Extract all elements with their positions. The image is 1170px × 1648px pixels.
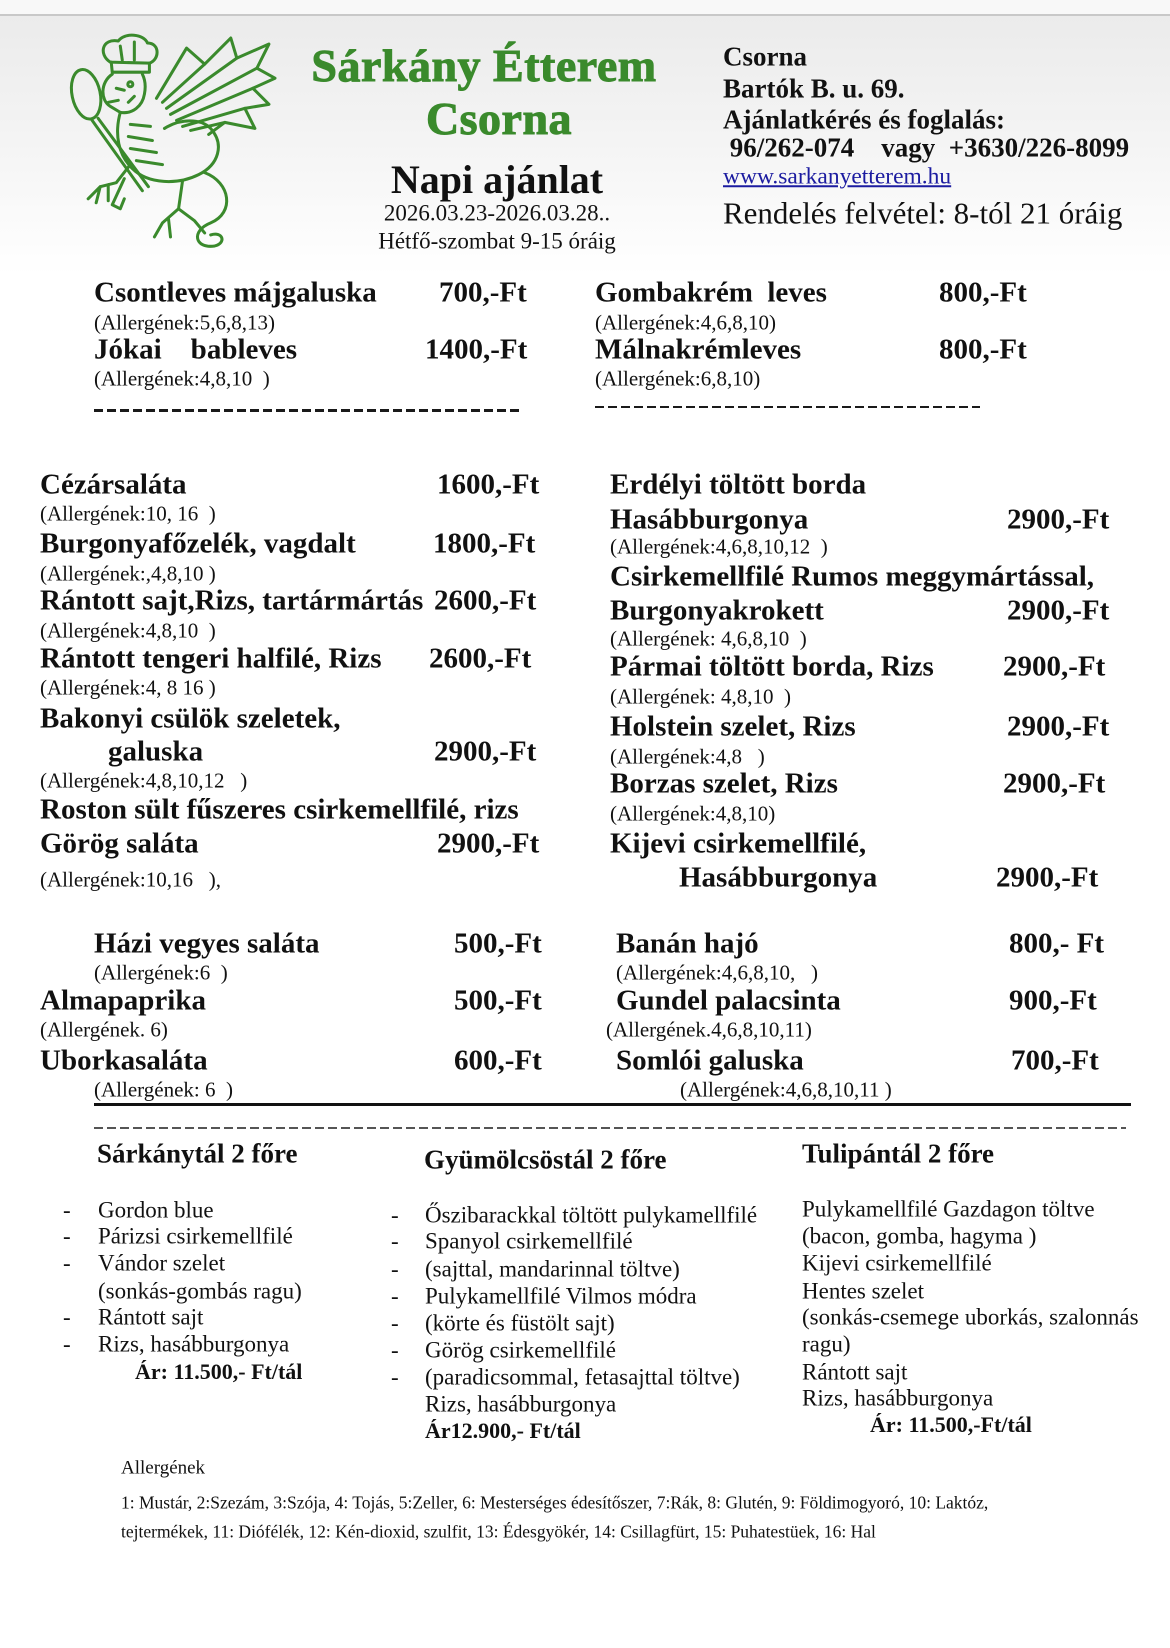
bullet-dash: -	[63, 1197, 71, 1223]
menu-item-price: 2900,-Ft	[996, 861, 1099, 894]
platter-item: Gordon blue	[98, 1197, 214, 1223]
bullet-dash: -	[391, 1228, 399, 1254]
menu-item-name: Borzas szelet, Rizs	[610, 767, 838, 800]
menu-item-allergens: (Allergének:4, 8 16 )	[40, 675, 216, 700]
menu-item-allergens: (Allergének:4,6,8,10,12 )	[610, 534, 828, 559]
menu-item-allergens: (Allergének:,4,8,10 )	[40, 561, 216, 586]
dragon-legs	[88, 165, 205, 237]
booking-label: Ajánlatkérés és foglalás:	[723, 104, 1005, 135]
dragon-body	[118, 112, 219, 181]
contact-phones: 96/262-074 vagy +3630/226-8099	[723, 132, 1130, 163]
platter-item: (sonkás-csemege uborkás, szalonnás	[802, 1304, 1139, 1330]
menu-item-price: 2900,-Ft	[1007, 710, 1110, 743]
bullet-dash: -	[391, 1310, 399, 1336]
platter-item: Spanyol csirkemellfilé	[425, 1228, 633, 1254]
menu-item-name: Bakonyi csülök szeletek,	[40, 702, 341, 735]
menu-item-name: Somlói galuska	[616, 1044, 804, 1077]
menu-item-allergens: (Allergének. 6)	[40, 1017, 168, 1042]
menu-item-allergens: (Allergének:4,6,8,10)	[595, 310, 776, 335]
platter-item: Görög csirkemellfilé	[425, 1337, 616, 1363]
menu-item-price: 2900,-Ft	[1003, 650, 1106, 683]
platter-title: Sárkánytál 2 főre	[97, 1138, 298, 1169]
offer-title: Napi ajánlat	[390, 157, 604, 202]
menu-item-name: Csirkemellfilé Rumos meggymártással,	[610, 560, 1095, 593]
allergen-legend-line: tejtermékek, 11: Diófélék, 12: Kén-dioxid, szulfit, 13: Édesgyökér, 14: Csillagfürt, 15: Puhatestüek, 16: Hal	[121, 1521, 876, 1542]
platter-item: Pulykamellfilé Vilmos módra	[425, 1283, 697, 1309]
offer-hours: Hétfő-szombat 9-15 óráig	[378, 228, 616, 254]
platter-item: Rizs, hasábburgonya	[98, 1331, 290, 1357]
website-link[interactable]: www.sarkanyetterem.hu	[723, 163, 952, 190]
platter-price: Ár: 11.500,-Ft/tál	[870, 1412, 1032, 1437]
dragon-chef-logo	[58, 32, 279, 253]
menu-item-allergens: (Allergének:4,8,10 )	[94, 366, 270, 391]
menu-item-price: 2900,-Ft	[1003, 767, 1106, 800]
menu-item-name: Rántott tengeri halfilé, Rizs	[40, 642, 382, 675]
menu-item-name: Rántott sajt,Rizs, tartármártás	[40, 584, 424, 617]
bullet-dash: -	[63, 1331, 71, 1357]
menu-item-price: 600,-Ft	[454, 1044, 542, 1077]
menu-item-name: Cézársaláta	[40, 468, 187, 501]
dashed-divider	[94, 409, 522, 412]
menu-item-name: Gundel palacsinta	[616, 984, 841, 1017]
menu-item-price: 2900,-Ft	[434, 735, 537, 768]
menu-item-allergens: (Allergének: 4,6,8,10 )	[610, 626, 807, 651]
offer-dates: 2026.03.23-2026.03.28..	[383, 200, 611, 226]
menu-item-name: Holstein szelet, Rizs	[610, 710, 856, 743]
platter-price: Ár12.900,- Ft/tál	[425, 1418, 581, 1443]
bullet-dash: -	[63, 1304, 71, 1330]
solid-divider	[94, 1103, 1131, 1106]
menu-item-allergens: (Allergének:4,6,8,10, )	[616, 960, 818, 985]
menu-item-allergens: (Allergének:5,6,8,13)	[94, 310, 275, 335]
menu-item-price: 800,-Ft	[939, 333, 1027, 366]
contact-city: Csorna	[723, 41, 808, 72]
bullet-dash: -	[391, 1202, 399, 1228]
restaurant-name: Sárkány Étterem	[311, 40, 657, 91]
restaurant-city: Csorna	[425, 93, 573, 144]
platter-item: (sajttal, mandarinnal töltve)	[425, 1256, 680, 1282]
menu-item-price: 700,-Ft	[439, 276, 527, 309]
menu-item-name: Almapaprika	[40, 984, 206, 1017]
bullet-dash: -	[63, 1250, 71, 1276]
menu-item-name-cont: Hasábburgonya	[610, 503, 809, 536]
allergen-legend-title: Allergének	[121, 1457, 206, 1479]
platter-item: Hentes szelet	[802, 1278, 924, 1304]
platter-item: (bacon, gomba, hagyma )	[802, 1223, 1037, 1249]
platter-item: Őszibarackkal töltött pulykamellfilé	[425, 1202, 758, 1228]
dashed-divider	[595, 406, 980, 408]
menu-item-price: 2900,-Ft	[1007, 503, 1110, 536]
platter-item: Rántott sajt	[802, 1359, 908, 1385]
platter-item: Rizs, hasábburgonya	[425, 1391, 617, 1417]
menu-item-name: Csontleves májgaluska	[94, 276, 377, 309]
menu-item-price: 2900,-Ft	[1007, 594, 1110, 627]
bullet-dash: -	[391, 1337, 399, 1363]
bullet-dash: -	[391, 1283, 399, 1309]
menu-item-allergens: (Allergének:10,16 ),	[40, 867, 221, 892]
menu-item-name: Jókai bableves	[94, 333, 298, 366]
bullet-dash: -	[391, 1256, 399, 1282]
menu-item-name-cont: Görög saláta	[40, 827, 199, 860]
platter-item: Párizsi csirkemellfilé	[98, 1223, 293, 1249]
menu-item-name: Pármai töltött borda, Rizs	[610, 650, 934, 683]
menu-item-name: Kijevi csirkemellfilé,	[610, 827, 867, 860]
menu-item-allergens: (Allergének: 4,8,10 )	[610, 684, 791, 709]
menu-item-allergens: (Allergének:4,8,10 )	[40, 618, 216, 643]
menu-item-name: Burgonyafőzelék, vagdalt	[40, 527, 356, 560]
menu-item-allergens: (Allergének:4,8,10,12 )	[40, 768, 248, 793]
menu-item-price: 800,- Ft	[1009, 927, 1105, 960]
platter-item: Kijevi csirkemellfilé	[802, 1250, 992, 1276]
menu-item-name: Banán hajó	[616, 927, 759, 960]
menu-item-price: 1600,-Ft	[437, 468, 540, 501]
platter-title: Tulipántál 2 főre	[802, 1138, 995, 1169]
menu-item-allergens: (Allergének:10, 16 )	[40, 501, 216, 526]
platter-item: ragu)	[802, 1331, 851, 1357]
menu-item-allergens: (Allergének: 6 )	[94, 1077, 233, 1102]
platter-title: Gyümölcsöstál 2 főre	[424, 1144, 667, 1175]
menu-item-price: 2900,-Ft	[437, 827, 540, 860]
menu-item-allergens: (Allergének.4,6,8,10,11)	[606, 1017, 812, 1042]
menu-item-price: 1800,-Ft	[433, 527, 536, 560]
platter-item: (körte és füstölt sajt)	[425, 1310, 615, 1336]
menu-item-allergens: (Allergének:6 )	[94, 960, 228, 985]
menu-item-allergens: (Allergének:4,6,8,10,11 )	[680, 1077, 892, 1102]
platter-item: Pulykamellfilé Gazdagon töltve	[802, 1196, 1095, 1222]
menu-item-name: Roston sült fűszeres csirkemellfilé, rizs	[40, 793, 519, 826]
order-hours: Rendelés felvétel: 8-tól 21 óráig	[723, 195, 1123, 231]
bullet-dash: -	[63, 1223, 71, 1249]
menu-item-name-cont: galuska	[108, 735, 204, 768]
menu-item-name: Erdélyi töltött borda	[610, 468, 867, 501]
menu-item-price: 2600,-Ft	[429, 642, 532, 675]
menu-item-price: 2600,-Ft	[434, 584, 537, 617]
platter-item: (paradicsommal, fetasajttal töltve)	[425, 1364, 740, 1390]
menu-item-name: Házi vegyes saláta	[94, 927, 320, 960]
menu-item-price: 1400,-Ft	[425, 333, 528, 366]
menu-item-name: Málnakrémleves	[595, 333, 802, 366]
platter-price: Ár: 11.500,- Ft/tál	[135, 1359, 303, 1384]
menu-item-allergens: (Allergének:6,8,10)	[595, 366, 761, 391]
menu-item-allergens: (Allergének:4,8,10)	[610, 801, 776, 826]
platter-item: Rántott sajt	[98, 1304, 204, 1330]
platter-item: Vándor szelet	[98, 1250, 226, 1276]
contact-address: Bartók B. u. 69.	[723, 73, 905, 104]
menu-item-name: Gombakrém leves	[595, 276, 827, 309]
menu-item-price: 500,-Ft	[454, 984, 542, 1017]
dashed-divider	[94, 1127, 1126, 1129]
dragon-head	[103, 74, 145, 112]
dragon-wings	[156, 38, 275, 134]
menu-item-name-cont: Hasábburgonya	[679, 861, 878, 894]
platter-item: Rizs, hasábburgonya	[802, 1385, 994, 1411]
menu-item-allergens: (Allergének:4,8 )	[610, 744, 765, 769]
menu-item-name-cont: Burgonyakrokett	[610, 594, 824, 627]
chef-hat-icon	[103, 35, 157, 72]
menu-item-price: 500,-Ft	[454, 927, 542, 960]
bullet-dash: -	[391, 1364, 399, 1390]
menu-item-price: 900,-Ft	[1009, 984, 1097, 1017]
dragon-tail	[197, 173, 226, 247]
menu-item-price: 700,-Ft	[1011, 1044, 1099, 1077]
allergen-legend-line: 1: Mustár, 2:Szezám, 3:Szója, 4: Tojás, 5:Zeller, 6: Mesterséges édesítőszer, 7:Rák, 8: Glutén, 9: Földimogyoró, 10: Laktóz,	[121, 1492, 989, 1513]
menu-item-name: Uborkasaláta	[40, 1044, 208, 1077]
platter-item: (sonkás-gombás ragu)	[98, 1278, 302, 1304]
menu-item-price: 800,-Ft	[939, 276, 1027, 309]
